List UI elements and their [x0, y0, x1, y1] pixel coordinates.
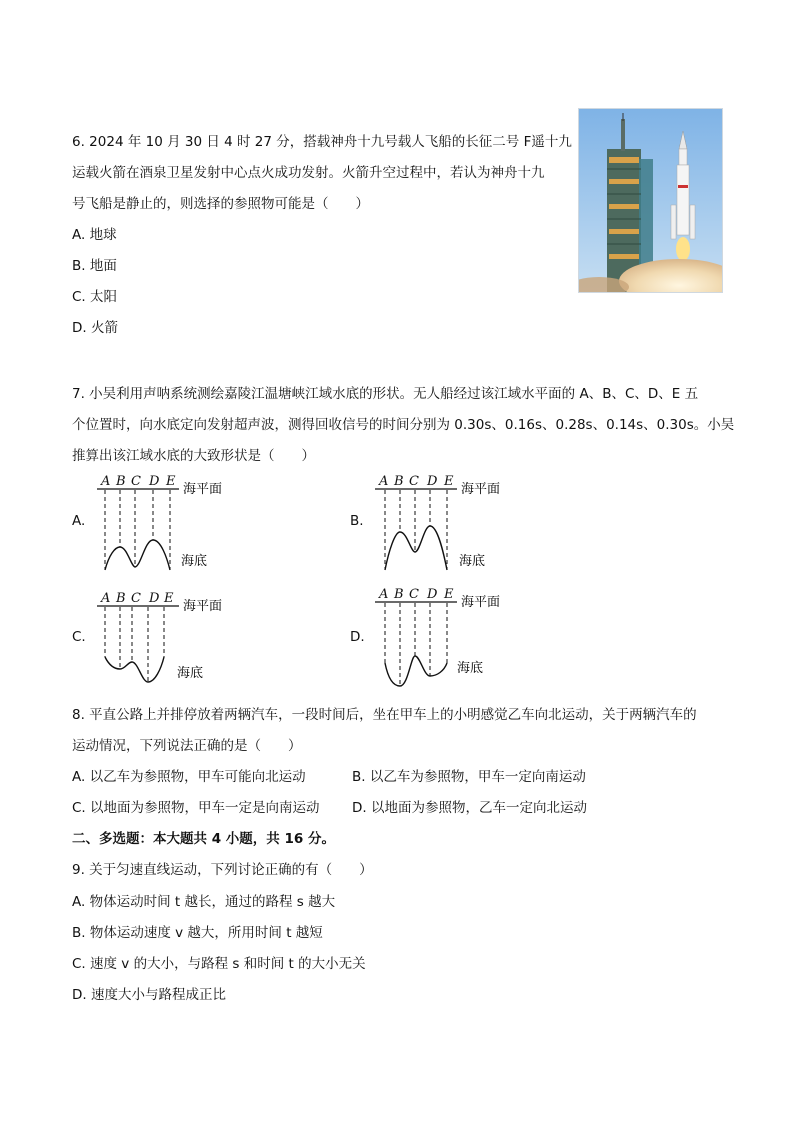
svg-text:B: B	[394, 587, 404, 602]
q8-option-d[interactable]: D. 以地面为参照物，乙车一定向北运动	[352, 800, 587, 816]
q7-option-a-label[interactable]: A.	[72, 513, 86, 529]
q9-line-1: 9. 关于匀速直线运动，下列讨论正确的有（ ）	[72, 862, 373, 878]
q8-line-2: 运动情况，下列说法正确的是（ ）	[72, 738, 302, 754]
q7-option-d-label[interactable]: D.	[350, 629, 365, 645]
svg-text:A: A	[101, 591, 111, 606]
q9-option-b[interactable]: B. 物体运动速度 v 越大，所用时间 t 越短	[72, 925, 323, 941]
svg-text:A: A	[379, 474, 389, 489]
q7-diagram-b[interactable]	[373, 470, 533, 584]
q7-diagram-a[interactable]	[95, 470, 255, 584]
q7-diagram-c[interactable]	[95, 587, 255, 701]
q9-option-a[interactable]: A. 物体运动时间 t 越长，通过的路程 s 越大	[72, 894, 336, 910]
q7-option-c-label[interactable]: C.	[72, 629, 86, 645]
svg-text:海底: 海底	[177, 666, 204, 681]
q6-option-d[interactable]: D. 火箭	[72, 320, 118, 336]
svg-text:海平面: 海平面	[183, 482, 223, 497]
svg-text:C: C	[409, 587, 419, 602]
svg-text:海平面: 海平面	[461, 595, 501, 610]
svg-text:D: D	[149, 474, 160, 489]
svg-text:B: B	[116, 474, 126, 489]
svg-text:D: D	[427, 474, 438, 489]
rocket-launch-photo	[578, 108, 723, 293]
q7-diagram-d[interactable]	[373, 583, 533, 697]
q6-option-b[interactable]: B. 地面	[72, 258, 117, 274]
q8-option-b[interactable]: B. 以乙车为参照物，甲车一定向南运动	[352, 769, 586, 785]
svg-text:E: E	[164, 591, 174, 606]
q7-line-1: 7. 小吴利用声呐系统测绘嘉陵江温塘峡江域水底的形状。无人船经过该江域水平面的 A、B、C、D、E 五	[72, 386, 699, 402]
q8-option-a[interactable]: A. 以乙车为参照物，甲车可能向北运动	[72, 769, 306, 785]
svg-text:海平面: 海平面	[461, 482, 501, 497]
svg-text:A: A	[101, 474, 111, 489]
section-heading-multiple-choice: 二、多选题：本大题共 4 小题，共 16 分。	[72, 831, 335, 847]
q7-line-2: 个位置时，向水底定向发射超声波，测得回收信号的时间分别为 0.30s、0.16s、0.28s、0.14s、0.30s。小吴	[72, 417, 735, 433]
svg-text:C: C	[131, 474, 141, 489]
svg-text:B: B	[394, 474, 404, 489]
svg-text:B: B	[116, 591, 126, 606]
q6-option-c[interactable]: C. 太阳	[72, 289, 118, 305]
svg-text:C: C	[409, 474, 419, 489]
q9-option-c[interactable]: C. 速度 v 的大小，与路程 s 和时间 t 的大小无关	[72, 956, 366, 972]
svg-text:D: D	[427, 587, 438, 602]
svg-text:海底: 海底	[459, 554, 486, 569]
svg-text:海底: 海底	[457, 661, 484, 676]
q6-option-a[interactable]: A. 地球	[72, 227, 117, 243]
q7-option-b-label[interactable]: B.	[350, 513, 364, 529]
q8-option-c[interactable]: C. 以地面为参照物，甲车一定是向南运动	[72, 800, 320, 816]
q8-line-1: 8. 平直公路上并排停放着两辆汽车，一段时间后，坐在甲车上的小明感觉乙车向北运动，关于两辆汽车的	[72, 707, 697, 723]
svg-text:D: D	[149, 591, 160, 606]
q7-line-3: 推算出该江域水底的大致形状是（ ）	[72, 448, 315, 464]
q6-line-1: 6. 2024 年 10 月 30 日 4 时 27 分，搭载神舟十九号载人飞船的长征二号 F遥十九	[72, 134, 572, 150]
q6-line-3: 号飞船是静止的，则选择的参照物可能是（ ）	[72, 196, 369, 212]
q6-line-2: 运载火箭在酒泉卫星发射中心点火成功发射。火箭升空过程中，若认为神舟十九	[72, 165, 545, 181]
q9-option-d[interactable]: D. 速度大小与路程成正比	[72, 987, 226, 1003]
svg-text:E: E	[166, 474, 176, 489]
svg-text:E: E	[444, 474, 454, 489]
svg-text:E: E	[444, 587, 454, 602]
svg-text:C: C	[131, 591, 141, 606]
svg-text:海底: 海底	[181, 554, 208, 569]
svg-text:A: A	[379, 587, 389, 602]
svg-text:海平面: 海平面	[183, 599, 223, 614]
